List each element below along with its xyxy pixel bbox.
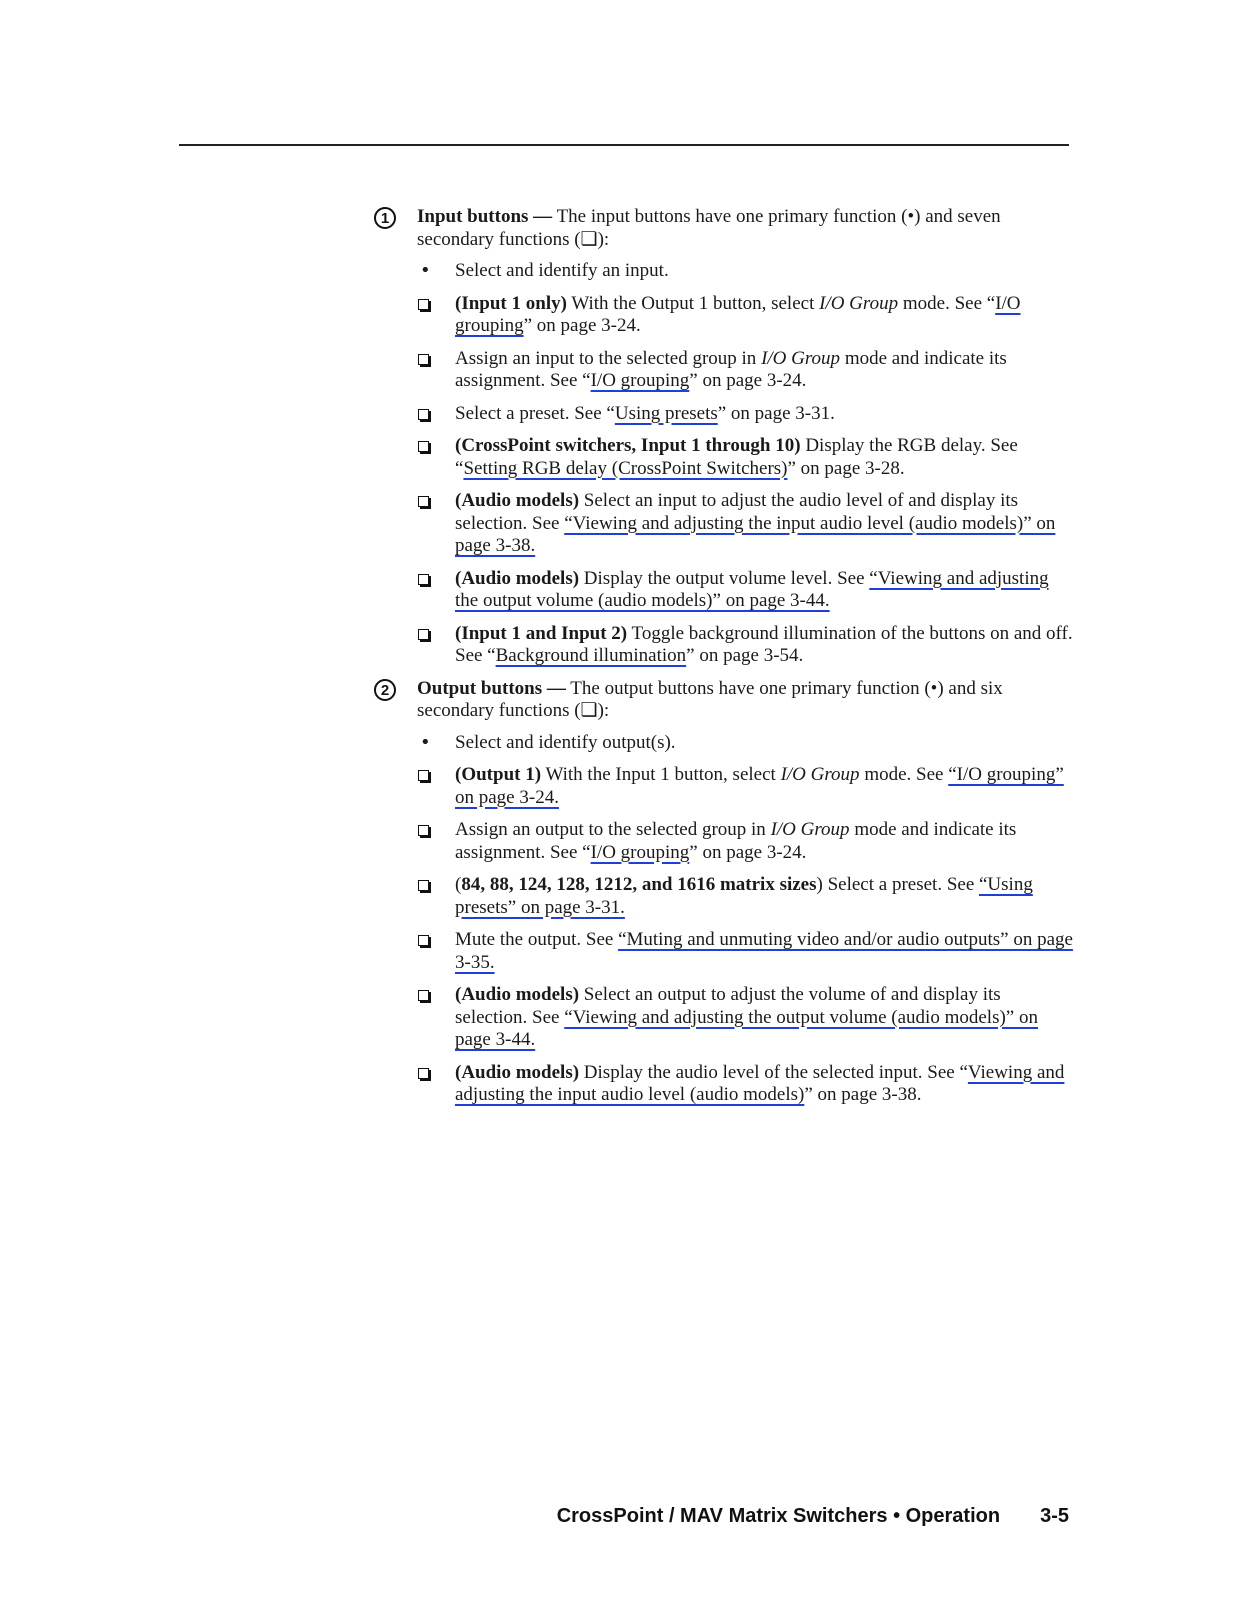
footer-title: CrossPoint / MAV Matrix Switchers • Operation: [556, 1505, 1001, 1527]
item-text: ” on page 3-24.: [689, 370, 807, 391]
item-text: Assign an input to the selected group in: [455, 347, 762, 369]
cross-reference-link[interactable]: “Using presets” on page 3-31.: [455, 874, 1033, 918]
list-item: [417, 764, 1074, 809]
item-text: (: [455, 874, 462, 895]
item-qualifier: (Audio models): [455, 567, 580, 589]
cross-reference-link[interactable]: “Viewing and adjusting the input audio level (audio models)” on page 3-38.: [455, 512, 1056, 556]
item-text: Mute the output. See: [455, 929, 619, 950]
list-item: [417, 568, 1074, 613]
bullet-icon: •: [420, 260, 431, 281]
list-item: [417, 929, 1074, 974]
item-text: ” on page 3-24.: [523, 315, 641, 336]
list-item: [417, 403, 1074, 426]
cross-reference-link[interactable]: “Muting and unmuting video and/or audio outputs” on page 3-35.: [455, 929, 1073, 973]
cross-reference-link[interactable]: Using presets: [614, 402, 718, 424]
list-item: [417, 293, 1074, 338]
checkbox-icon: [418, 496, 429, 507]
item-text: Select a preset. See “: [455, 402, 615, 424]
bullet-icon: •: [420, 731, 431, 753]
section-1: [374, 206, 1074, 668]
cross-reference-link[interactable]: “Viewing and adjusting the output volume (audio models)” on page 3-44.: [455, 1006, 1038, 1050]
mode-name: I/O Group: [780, 764, 860, 785]
checkbox-icon: [418, 354, 429, 365]
header-rule: [179, 144, 1069, 146]
list-item: [417, 874, 1074, 919]
item-qualifier: (Input 1 and Input 2): [455, 622, 628, 644]
page-footer: [557, 1505, 1069, 1528]
checkbox-icon: [418, 825, 429, 836]
item-text: Select an input to adjust the audio level of and display its selection. See: [455, 490, 1019, 534]
function-list: [417, 732, 1074, 1107]
checkbox-icon: [418, 441, 429, 452]
item-text: Select an output to adjust the volume of and display its selection. See: [455, 984, 1001, 1028]
callout-number-icon: 2: [374, 679, 396, 701]
function-list: [417, 260, 1074, 668]
item-text: mode and indicate its assignment. See “: [455, 819, 1017, 863]
checkbox-icon: [418, 574, 429, 585]
section-title: Output buttons —: [417, 677, 566, 699]
mode-name: I/O Group: [819, 292, 899, 314]
item-text: mode. See “: [898, 292, 996, 314]
item-text: mode. See: [859, 764, 949, 785]
section-intro-text: The input buttons have one primary function (•) and seven secondary functions (❏):: [417, 206, 1001, 250]
item-qualifier: (CrossPoint switchers, Input 1 through 10): [455, 435, 801, 456]
item-qualifier: (Audio models): [455, 1061, 580, 1083]
checkbox-icon: [418, 770, 429, 781]
cross-reference-link[interactable]: “I/O grouping” on page 3-24.: [455, 764, 1064, 808]
list-item: [417, 984, 1074, 1052]
item-text: With the Input 1 button, select: [541, 764, 781, 785]
list-item: [417, 623, 1074, 668]
cross-reference-link[interactable]: Setting RGB delay (CrossPoint Switchers): [463, 457, 788, 479]
cross-reference-link[interactable]: I/O grouping: [590, 370, 690, 391]
item-qualifier: (Audio models): [455, 490, 580, 511]
checkbox-icon: [418, 1068, 429, 1079]
item-text: Select and identify an input.: [455, 260, 669, 281]
item-qualifier: 84, 88, 124, 128, 1212, and 1616 matrix sizes: [461, 874, 817, 895]
list-item: [417, 348, 1074, 393]
item-text: ” on page 3-28.: [787, 457, 905, 479]
checkbox-icon: [418, 935, 429, 946]
list-item: [417, 260, 1074, 283]
mode-name: I/O Group: [761, 347, 841, 369]
section-intro-text: The output buttons have one primary function (•) and six secondary functions (❏):: [417, 677, 1003, 721]
item-qualifier: (Audio models): [455, 984, 580, 1005]
checkbox-icon: [418, 880, 429, 891]
item-text: With the Output 1 button, select: [566, 292, 820, 314]
section-title: Input buttons —: [417, 206, 553, 227]
cross-reference-link[interactable]: I/O grouping: [455, 292, 1021, 336]
item-text: ” on page 3-24.: [689, 841, 807, 863]
item-qualifier: (Input 1 only): [455, 292, 567, 314]
list-item: [417, 435, 1074, 480]
checkbox-icon: [418, 629, 429, 640]
item-text: ) Select a preset. See: [816, 874, 979, 895]
item-text: ” on page 3-31.: [717, 402, 835, 424]
cross-reference-link[interactable]: I/O grouping: [590, 841, 690, 863]
checkbox-icon: [418, 409, 429, 420]
item-text: ” on page 3-38.: [804, 1084, 922, 1105]
list-item: [417, 1062, 1074, 1107]
section-intro: [417, 678, 1074, 723]
cross-reference-link[interactable]: Background illumination: [495, 645, 687, 666]
list-item: [417, 819, 1074, 864]
checkbox-icon: [418, 299, 429, 310]
section-intro: [417, 206, 1074, 251]
item-text: Display the RGB delay. See “: [455, 435, 1018, 479]
checkbox-icon: [418, 990, 429, 1001]
list-item: [417, 732, 1074, 755]
item-text: ” on page 3-54.: [686, 645, 804, 666]
document-body: [374, 206, 1074, 1117]
page-number: 3-5: [1040, 1505, 1069, 1527]
callout-number-icon: 1: [374, 207, 396, 229]
item-text: Toggle background illumination of the buttons on and off. See “: [455, 622, 1073, 666]
item-text: Display the output volume level. See: [579, 567, 870, 589]
item-text: Display the audio level of the selected input. See “: [579, 1061, 968, 1083]
mode-name: I/O Group: [770, 819, 850, 840]
list-item: [417, 490, 1074, 558]
section-2: [374, 678, 1074, 1107]
item-text: Select and identify output(s).: [455, 731, 676, 753]
item-qualifier: (Output 1): [455, 764, 542, 785]
cross-reference-link[interactable]: Viewing and adjusting the input audio level (audio models): [455, 1061, 1065, 1105]
item-text: mode and indicate its assignment. See “: [455, 347, 1007, 391]
cross-reference-link[interactable]: “Viewing and adjusting the output volume (audio models)” on page 3-44.: [455, 567, 1049, 611]
item-text: Assign an output to the selected group in: [455, 819, 771, 840]
